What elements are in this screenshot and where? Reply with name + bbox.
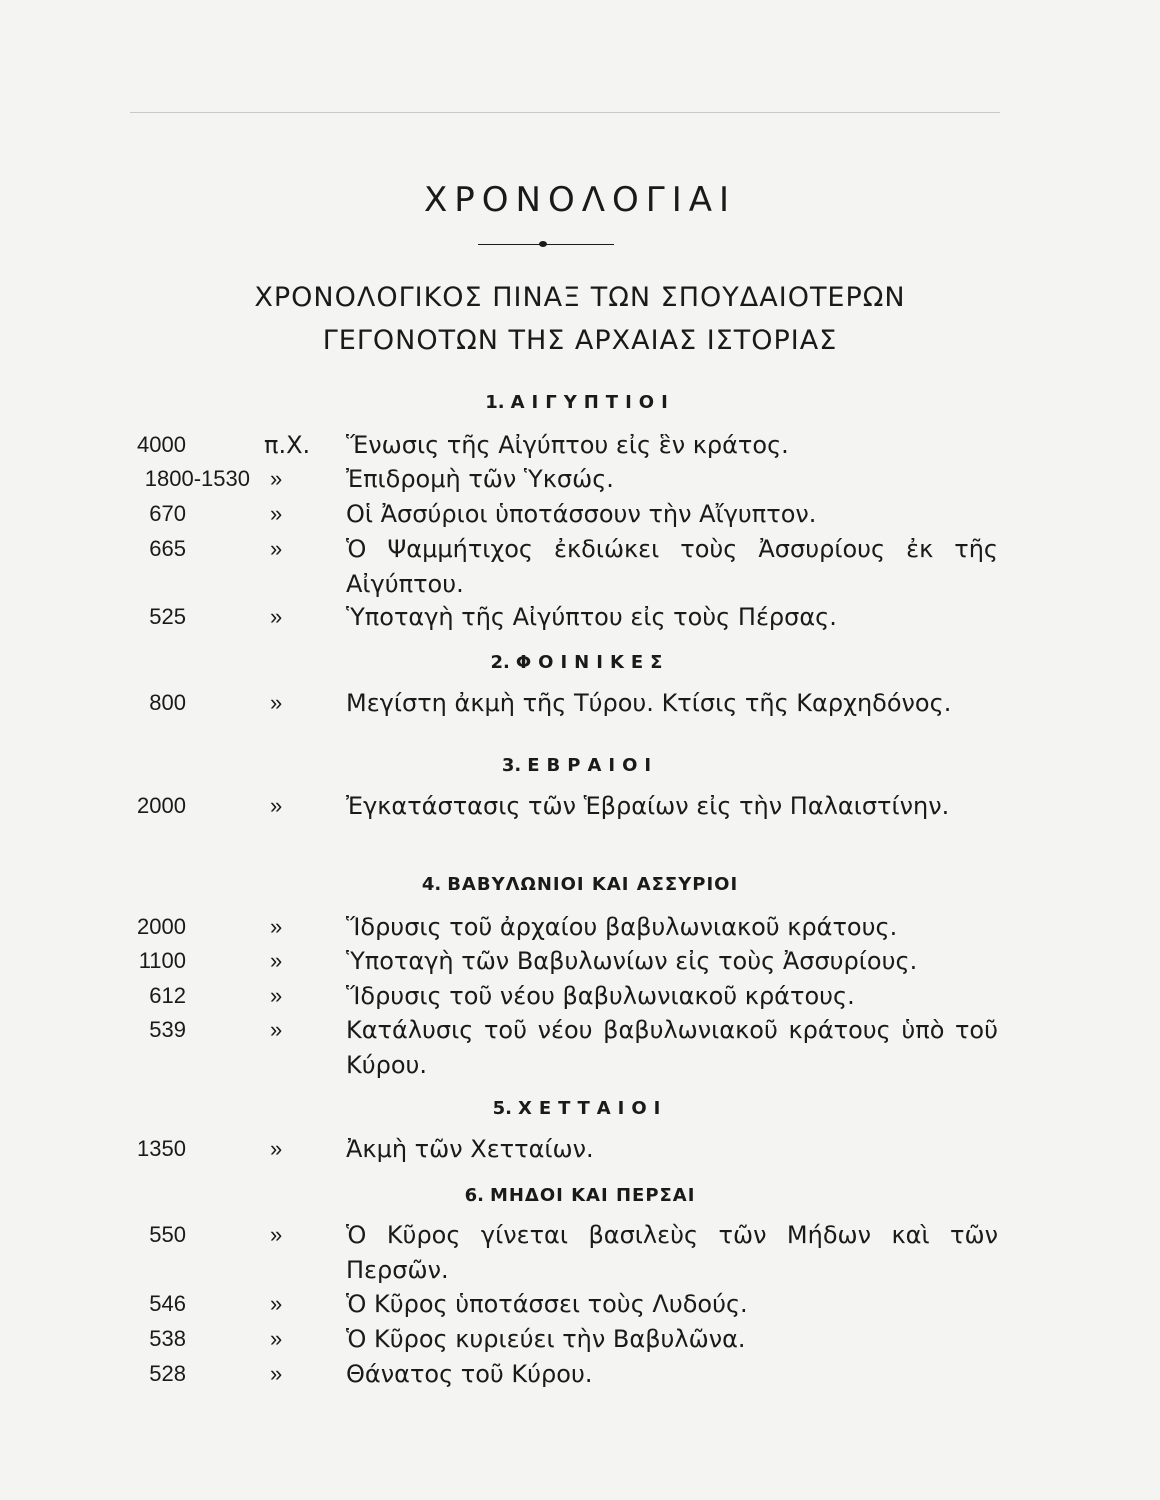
entry-text: Ὁ Ψαμμήτιχος ἐκδιώκει τοὺς Ἀσσυρίους ἐκ τῆς Αἰγύπτου. (346, 535, 998, 598)
entry-text: Ἕνωσις τῆς Αἰγύπτου εἰς ἓν κράτος. (346, 431, 789, 459)
section-heading: 4. ΒΑΒΥΛΩΝΙΟΙ ΚΑΙ ΑΣΣΥΡΙΟΙ (421, 874, 739, 895)
entry-year: 670 (149, 501, 186, 526)
entry-ditto-mark: » (270, 948, 283, 973)
entry-ditto-mark: » (270, 1136, 283, 1161)
entry-era-marker: π.Χ. (264, 431, 311, 459)
section-heading: 5. ΧΕΤΤΑΙΟΙ (492, 1098, 668, 1119)
entry-text: Ὑποταγὴ τῆς Αἰγύπτου εἰς τοὺς Πέρσας. (346, 603, 837, 631)
entry-text: Οἱ Ἀσσύριοι ὑποτάσσουν τὴν Αἴγυπτον. (346, 500, 817, 528)
entry-ditto-mark: » (270, 1361, 283, 1386)
entry-ditto-mark: » (270, 604, 283, 629)
entry-year: 525 (149, 604, 186, 629)
entry-ditto-mark: » (270, 983, 283, 1008)
entry-year: 528 (149, 1361, 186, 1386)
header-rule (130, 112, 1000, 113)
entry-year: 800 (149, 690, 186, 715)
entry-ditto-mark: » (270, 793, 283, 818)
table-heading-line-2: ΓΕΓΟΝΟΤΩΝ ΤΗΣ ΑΡΧΑΙΑΣ ΙΣΤΟΡΙΑΣ (322, 325, 838, 356)
entry-year: 539 (149, 1017, 186, 1042)
title-divider-dot (539, 241, 547, 247)
entry-ditto-mark: » (270, 914, 283, 939)
entry-text: Ἐπιδρομὴ τῶν Ὑκσώς. (346, 465, 614, 493)
entry-year: 612 (149, 983, 186, 1008)
entry-ditto-mark: » (270, 1017, 283, 1042)
entry-text: Ὑποταγὴ τῶν Βαβυλωνίων εἰς τοὺς Ἀσσυρίους. (346, 947, 918, 975)
entry-text: Κατάλυσις τοῦ νέου βαβυλωνιακοῦ κράτους ὑπὸ τοῦ Κύρου. (346, 1016, 998, 1079)
entry-text: Ἐγκατάστασις τῶν Ἑβραίων εἰς τὴν Παλαιστίνην. (346, 792, 950, 820)
entry-ditto-mark: » (270, 690, 283, 715)
entry-text: Ἵδρυσις τοῦ ἀρχαίου βαβυλωνιακοῦ κράτους. (346, 913, 898, 941)
entry-year: 546 (149, 1291, 186, 1316)
section-heading: 1. ΑΙΓΥΠΤΙΟΙ (485, 392, 675, 413)
entry-ditto-mark: » (270, 1291, 283, 1316)
entry-ditto-mark: » (270, 1222, 283, 1247)
entry-year: 1350 (137, 1136, 186, 1161)
entry-text: Θάνατος τοῦ Κύρου. (346, 1360, 593, 1388)
entry-year: 2000 (137, 914, 186, 939)
entry-year: 550 (149, 1222, 186, 1247)
section-heading: 3. ΕΒΡΑΙΟΙ (501, 755, 659, 776)
entry-ditto-mark: » (270, 1326, 283, 1351)
section-heading: 6. ΜΗΔΟΙ ΚΑΙ ΠΕΡΣΑΙ (464, 1185, 696, 1206)
entry-year: 538 (149, 1326, 186, 1351)
table-heading-line-1: ΧΡΟΝΟΛΟΓΙΚΟΣ ΠΙΝΑΞ ΤΩΝ ΣΠΟΥΔΑΙΟΤΕΡΩΝ (254, 282, 906, 313)
entry-text: Ἵδρυσις τοῦ νέου βαβυλωνιακοῦ κράτους. (346, 982, 855, 1010)
entry-text: Ὁ Κῦρος γίνεται βασιλεὺς τῶν Μήδων καὶ τῶν Περσῶν. (346, 1221, 998, 1284)
entry-year: 1800-1530 (144, 466, 250, 491)
entry-text: Ἀκμὴ τῶν Χετταίων. (346, 1135, 594, 1163)
entry-year: 4000 (137, 432, 186, 457)
entry-ditto-mark: » (270, 536, 283, 561)
entry-ditto-mark: » (270, 466, 283, 491)
entry-text: Ὁ Κῦρος κυριεύει τὴν Βαβυλῶνα. (346, 1325, 746, 1353)
entry-year: 2000 (137, 793, 186, 818)
entry-year: 665 (149, 536, 186, 561)
entry-text: Μεγίστη ἀκμὴ τῆς Τύρου. Κτίσις τῆς Καρχηδόνος. (346, 689, 952, 717)
page-title: ΧΡΟΝΟΛΟΓΙΑΙ (423, 180, 737, 220)
entry-ditto-mark: » (270, 501, 283, 526)
entry-year: 1100 (138, 948, 186, 973)
entry-text: Ὁ Κῦρος ὑποτάσσει τοὺς Λυδούς. (346, 1290, 748, 1318)
section-heading: 2. ΦΟΙΝΙΚΕΣ (490, 652, 670, 673)
